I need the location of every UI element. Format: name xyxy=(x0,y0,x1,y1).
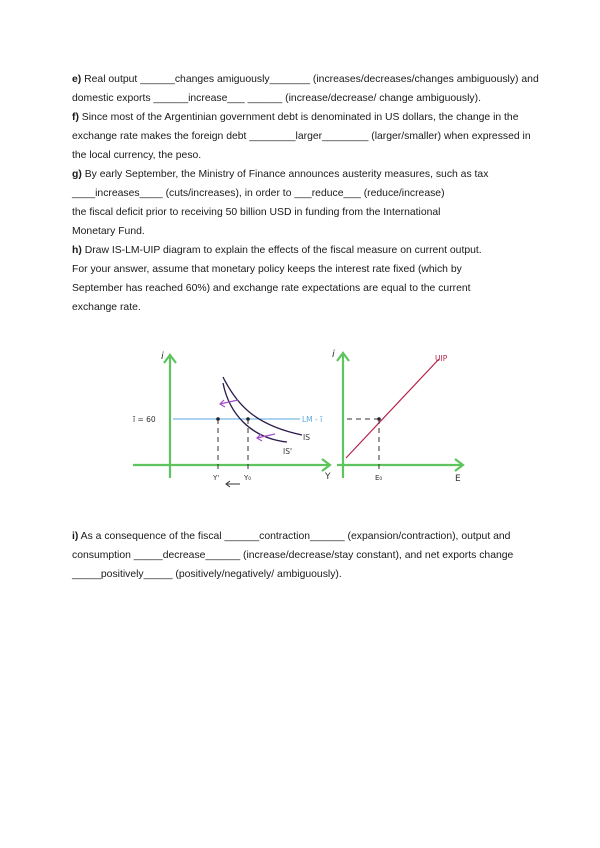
question-h xyxy=(72,241,542,260)
question-f xyxy=(72,108,542,165)
y0-label: Y₀ xyxy=(244,474,252,482)
interest-rate-label: ī = 60 xyxy=(133,415,156,424)
question-i xyxy=(72,527,542,584)
question-h-line2: For your answer, assume that monetary policy keeps the interest rate fixed (which by xyxy=(72,264,462,275)
right-y-axis-label: i xyxy=(332,349,335,360)
left-panel xyxy=(132,351,331,487)
is-prime-label: IS' xyxy=(283,447,293,456)
question-f-label: f) xyxy=(72,112,79,123)
question-g xyxy=(72,165,542,203)
e0-label: E₀ xyxy=(375,474,383,482)
right-panel xyxy=(332,349,463,484)
question-g-line2: the fiscal deficit prior to receiving 50 billion USD in funding from the International xyxy=(72,207,441,218)
uip-curve xyxy=(346,359,439,458)
question-g-text: By early September, the Ministry of Finance announces austerity measures, such as tax ____increases____ (cuts/increases), in order to ___reduce___ (reduce/increase) xyxy=(72,169,489,199)
question-i-text: As a consequence of the fiscal ______contraction______ (expansion/contraction), output and consumption _____decrease______ (increase/decrease/stay constant), and net exports change _____positively_____ (positively/negatively/ ambiguously). xyxy=(72,531,514,580)
is-label: IS xyxy=(303,433,310,442)
is-curve xyxy=(223,377,302,435)
question-h-label: h) xyxy=(72,245,82,256)
y-prime-label: Y' xyxy=(213,474,220,482)
is-prime-curve xyxy=(223,383,287,442)
left-y-axis-label: i xyxy=(161,351,164,362)
question-h-text: Draw IS-LM-UIP diagram to explain the effects of the fiscal measure on current output. xyxy=(81,245,482,256)
questions-section xyxy=(72,70,542,317)
lm-label: LM - ī xyxy=(302,415,323,424)
question-h-line4: exchange rate. xyxy=(72,302,141,313)
right-x-axis-label: E xyxy=(455,474,461,484)
question-i-label: i) xyxy=(72,531,79,542)
question-f-text: Since most of the Argentinian government debt is denominated in US dollars, the change in the exchange rate makes the foreign debt ________larger________ (larger/smaller) when expressed in the local currency, the peso. xyxy=(72,112,531,161)
question-e-label: e) xyxy=(72,74,82,85)
question-g-label: g) xyxy=(72,169,82,180)
question-e xyxy=(72,70,542,108)
question-i-section xyxy=(72,527,542,584)
question-e-text: Real output ______changes amiguously_______ (increases/decreases/changes ambiguously) and domestic exports ______increase___ ______ (increase/decrease/ change ambiguously). xyxy=(72,74,539,104)
question-g-line3: Monetary Fund. xyxy=(72,226,145,237)
left-x-axis-label: Y xyxy=(325,472,331,482)
uip-label: UIP xyxy=(435,354,448,363)
is-lm-uip-diagram xyxy=(125,343,475,493)
question-h-line3: September has reached 60%) and exchange rate expectations are equal to the current xyxy=(72,283,471,294)
